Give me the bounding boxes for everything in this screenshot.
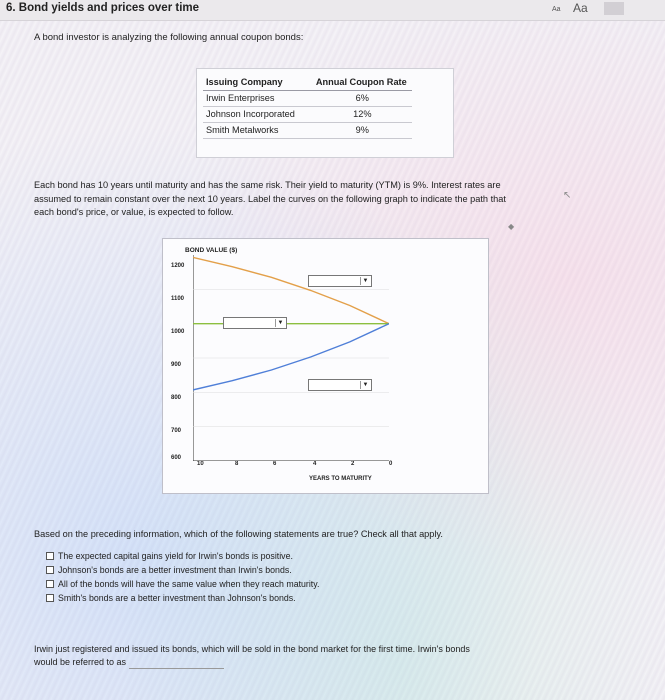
font-increase-button[interactable]: Aa [573,1,588,15]
table-cell-rate: 6% [298,91,412,107]
table-cell-company: Irwin Enterprises [203,91,298,107]
bond-value-graph [162,238,489,494]
question-text: Based on the preceding information, which of the following statements are true? Check all that apply. [34,529,443,539]
checkbox[interactable] [46,580,54,588]
checkbox[interactable] [46,552,54,560]
table-row [203,123,412,139]
header-swatch-icon [604,2,624,15]
instructions-line: Each bond has 10 years until maturity and has the same risk. Their yield to maturity (YTM) is 9%. Interest rates are [34,180,501,190]
x-tick-label: 10 [197,461,204,467]
series-line-upper [193,257,389,323]
option-item[interactable] [58,551,293,561]
y-tick-label: 600 [171,455,182,461]
question-title: 6. Bond yields and prices over time [6,2,200,14]
final-line: Irwin just registered and issued its bonds, which will be sold in the bond market for the first time. Irwin's bonds [34,644,470,654]
x-axis-title: YEARS TO MATURITY [309,476,372,482]
font-decrease-button[interactable]: Aa [552,6,561,13]
y-tick-label: 1200 [171,263,185,269]
x-tick-label: 2 [351,461,355,467]
y-tick-label: 900 [171,362,182,368]
final-line-text: would be referred to as [34,657,127,667]
table-cell-rate: 9% [298,123,412,139]
bond-table-panel [196,68,454,158]
option-item[interactable] [58,565,292,575]
table-cell-company: Smith Metalworks [203,123,298,139]
table-row [203,91,412,107]
small-dot-icon: ◆ [508,222,515,231]
bond-table [203,75,412,139]
option-item[interactable] [58,579,319,589]
instructions-line: assumed to remain constant over the next 10 years. Label the curves on the following graph to indicate the path that [34,193,506,204]
final-question [34,643,594,669]
cursor-icon: ↖ [563,190,572,201]
checkbox[interactable] [46,594,54,602]
table-cell-rate: 12% [298,107,412,123]
intro-text: A bond investor is analyzing the following annual coupon bonds: [34,32,304,43]
table-header-row [203,75,412,91]
answer-blank-dropdown[interactable] [129,659,224,669]
option-label: Johnson's bonds are a better investment than Irwin's bonds. [58,565,292,575]
table-header-company: Issuing Company [203,75,298,91]
option-label: Smith's bonds are a better investment than Johnson's bonds. [58,593,296,603]
option-item[interactable] [58,593,296,603]
table-row [203,107,412,123]
option-label: The expected capital gains yield for Irwin's bonds is positive. [58,551,293,561]
y-tick-label: 800 [171,395,182,401]
y-tick-label: 1000 [171,329,185,335]
curve-label-dropdown-flat[interactable] [223,317,287,329]
instructions-paragraph [34,179,624,220]
option-label: All of the bonds will have the same value when they reach maturity. [58,579,320,589]
final-line [34,656,594,669]
x-tick-label: 0 [389,461,393,467]
y-axis-title: BOND VALUE ($) [185,247,238,254]
x-tick-label: 6 [273,461,277,467]
table-header-rate: Annual Coupon Rate [298,75,412,91]
y-tick-label: 700 [171,428,182,434]
instructions-line: each bond's price, or value, is expected to follow. [34,207,234,217]
curve-label-dropdown-upper[interactable] [308,275,372,287]
chevron-down-icon: ▼ [360,277,370,285]
checkbox[interactable] [46,566,54,574]
chevron-down-icon: ▼ [275,319,285,327]
x-tick-label: 4 [313,461,317,467]
curve-label-dropdown-lower[interactable] [308,379,372,391]
y-tick-label: 1100 [171,296,185,302]
x-tick-label: 8 [235,461,239,467]
question-header [0,0,665,21]
table-cell-company: Johnson Incorporated [203,107,298,123]
chevron-down-icon: ▼ [360,381,370,389]
